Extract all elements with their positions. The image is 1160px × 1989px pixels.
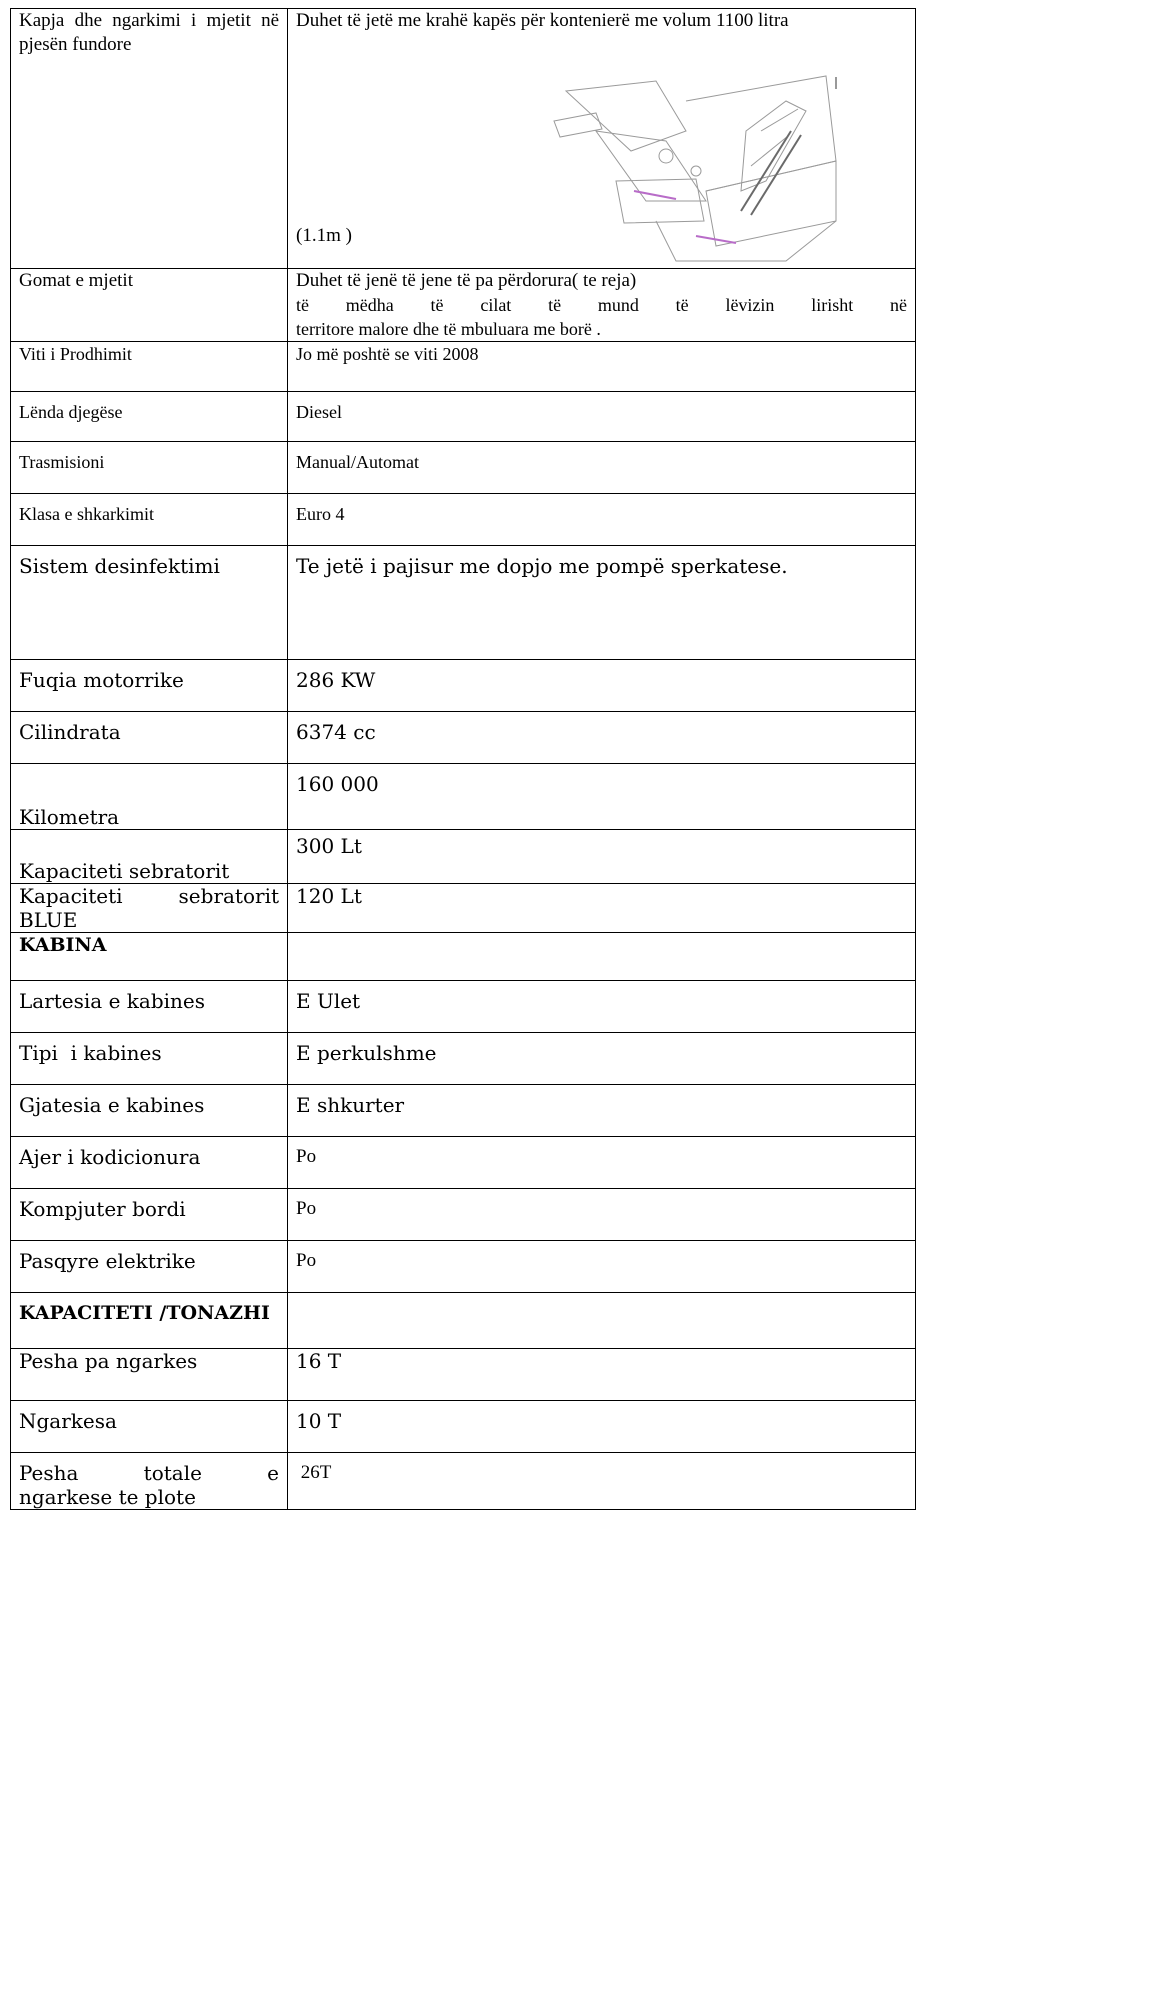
volume-unit-note: (1.1m ): [296, 225, 352, 246]
spec-value: E shkurter: [288, 1085, 916, 1137]
spec-label: Ngarkesa: [11, 1401, 288, 1453]
spec-label: Tipi i kabines: [11, 1033, 288, 1085]
table-row: [11, 1453, 916, 1510]
spec-label: [11, 884, 288, 933]
spec-value-line: të mëdha të cilat të mund të lëvizin lirisht në: [296, 295, 907, 315]
spec-value: 286 KW: [288, 660, 916, 712]
table-row: [11, 342, 916, 392]
spec-value: 6374 cc: [288, 712, 916, 764]
spec-value: Manual/Automat: [288, 442, 916, 494]
spec-value: 160 000: [288, 764, 916, 830]
spec-label: Lartesia e kabines: [11, 981, 288, 1033]
spec-label: Cilindrata: [11, 712, 288, 764]
table-row: [11, 981, 916, 1033]
spec-label: Viti i Prodhimit: [11, 342, 288, 392]
spec-value: Po: [288, 1137, 916, 1189]
spec-value: [288, 9, 916, 269]
tipper-mechanism-drawing: [536, 71, 856, 269]
spec-value: Te jetë i pajisur me dopjo me pompë sperkatese.: [288, 546, 916, 660]
spec-value: [288, 1293, 916, 1349]
table-row: [11, 1085, 916, 1137]
spec-label: Lënda djegëse: [11, 392, 288, 442]
table-row: [11, 269, 916, 342]
spec-label: Sistem desinfektimi: [11, 546, 288, 660]
spec-label: Pasqyre elektrike: [11, 1241, 288, 1293]
spec-value: Jo më poshtë se viti 2008: [288, 342, 916, 392]
table-row: [11, 442, 916, 494]
spec-value: E perkulshme: [288, 1033, 916, 1085]
spec-label: Kilometra: [11, 764, 288, 830]
spec-value: 10 T: [288, 1401, 916, 1453]
table-row: [11, 1293, 916, 1349]
table-row: [11, 660, 916, 712]
spec-label: [11, 9, 288, 269]
table-row: [11, 392, 916, 442]
table-row: [11, 546, 916, 660]
table-row: [11, 830, 916, 884]
spec-label: Kapaciteti sebratorit: [11, 830, 288, 884]
spec-value: E Ulet: [288, 981, 916, 1033]
section-heading: KABINA: [11, 933, 288, 981]
spec-label: Gjatesia e kabines: [11, 1085, 288, 1137]
table-row: [11, 1189, 916, 1241]
spec-label-line: Pesha totale e: [19, 1461, 279, 1485]
table-row: [11, 494, 916, 546]
spec-value-text: Duhet të jetë me krahë kapës për kontenierë me volum 1100 litra: [296, 10, 789, 31]
spec-value: [288, 933, 916, 981]
spec-label-line: Kapaciteti sebratorit: [19, 884, 279, 908]
spec-label: Gomat e mjetit: [11, 269, 288, 342]
spec-label-line: BLUE: [19, 908, 78, 932]
spec-value-line: Duhet të jenë të jene të pa përdorura( te reja): [296, 270, 637, 291]
table-row: [11, 933, 916, 981]
table-row: [11, 1137, 916, 1189]
spec-label-line: ngarkese te plote: [19, 1485, 196, 1509]
spec-value: Po: [288, 1189, 916, 1241]
spec-label: Trasmisioni: [11, 442, 288, 494]
spec-label: Pesha pa ngarkes: [11, 1349, 288, 1401]
spec-label: Kompjuter bordi: [11, 1189, 288, 1241]
spec-label-text: Kapja dhe ngarkimi i mjetit në pjesën fundore: [19, 10, 279, 55]
spec-label: Ajer i kodicionura: [11, 1137, 288, 1189]
section-heading: KAPACITETI /TONAZHI: [11, 1293, 288, 1349]
table-row: [11, 1241, 916, 1293]
table-row: [11, 884, 916, 933]
table-row: [11, 1401, 916, 1453]
spec-label: Klasa e shkarkimit: [11, 494, 288, 546]
spec-value: Diesel: [288, 392, 916, 442]
spec-value: 300 Lt: [288, 830, 916, 884]
table-row: [11, 712, 916, 764]
spec-label: [11, 1453, 288, 1510]
spec-value: [288, 269, 916, 342]
drawing-area: [296, 33, 907, 268]
table-row: [11, 1033, 916, 1085]
spec-value: 26T: [288, 1453, 916, 1510]
table-row: [11, 9, 916, 269]
spec-value: 16 T: [288, 1349, 916, 1401]
table-row: [11, 764, 916, 830]
spec-table: [10, 8, 916, 1510]
spec-value: Po: [288, 1241, 916, 1293]
spec-label: Fuqia motorrike: [11, 660, 288, 712]
spec-value-line: territore malore dhe të mbuluara me borë .: [296, 319, 601, 339]
spec-value: 120 Lt: [288, 884, 916, 933]
spec-value: Euro 4: [288, 494, 916, 546]
table-row: [11, 1349, 916, 1401]
